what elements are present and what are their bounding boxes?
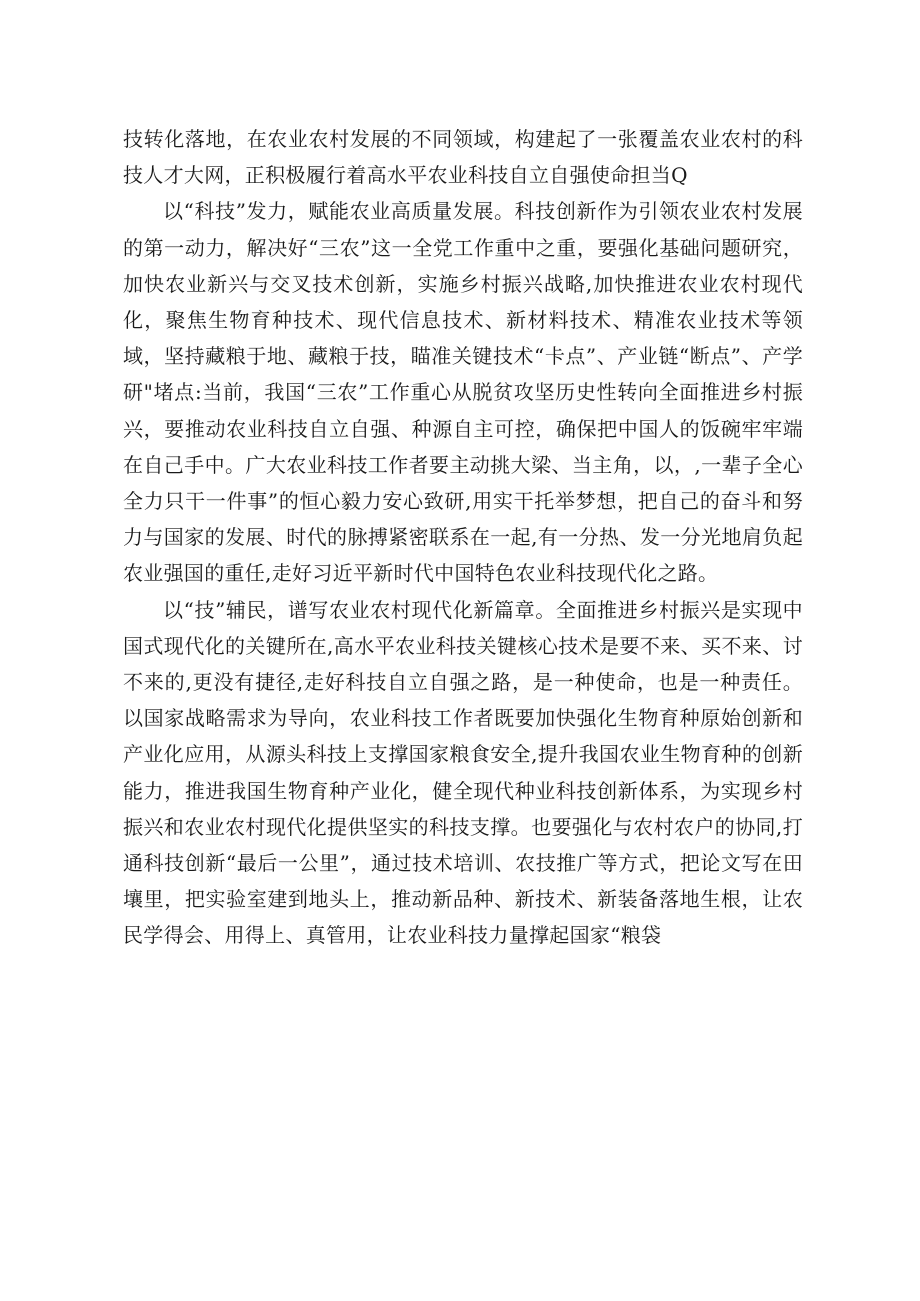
paragraph-1: 技转化落地，在农业农村发展的不同领域，构建起了一张覆盖农业农村的科技人才大网，正积极履行着高水平农业科技自立自强使命担当Q (123, 127, 803, 188)
paragraph-2: 以“科技”发力，赋能农业高质量发展。科技创新作为引领农业农村发展的第一动力，解决好“三农”这一全党工作重中之重，要强化基础问题研究，加快农业新兴与交叉技术创新，实施乡村振兴战略,加快推进农业农村现代化，聚焦生物育种技术、现代信息技术、新材料技术、精准农业技术等领域，坚持藏粮于地、藏粮于技，瞄准关键技术“卡点”、产业链“断点”、产学研"堵点:当前，我国“三农”工作重心从脱贫攻坚历史性转向全面推进乡村振兴，要推动农业科技自立自强、种源自主可控，确保把中国人的饭碗牢牢端在自己手中。广大农业科技工作者要主动挑大梁、当主角，以，,一辈子全心全力只干一件事”的恒心毅力安心致研,用实干托举梦想，把自己的奋斗和努力与国家的发展、时代的脉搏紧密联系在一起,有一分热、发一分光地肩负起农业强国的重任,走好习近平新时代中国特色农业科技现代化之路。 (123, 199, 803, 586)
body-text (123, 121, 803, 954)
paragraph-3: 以“技”辅民，谱写农业农村现代化新篇章。全面推进乡村振兴是实现中国式现代化的关键所在,高水平农业科技关键核心技术是要不来、买不来、讨不来的,更没有捷径,走好科技自立自强之路，是一种使命，也是一种责任。以国家战略需求为导向，农业科技工作者既要加快强化生物育种原始创新和产业化应用，从源头科技上支撑国家粮食安全,提升我国农业生物育种的创新能力，推进我国生物育种产业化，健全现代种业科技创新体系，为实现乡村振兴和农业农村现代化提供坚实的科技支撑。也要强化与农村农户的协同,打通科技创新“最后一公里”，通过技术培训、农技推广等方式，把论文写在田壤里，把实验室建到地头上，推动新品种、新技术、新装备落地生根，让农民学得会、用得上、真管用，让农业科技力量撑起国家“粮袋 (123, 597, 803, 948)
